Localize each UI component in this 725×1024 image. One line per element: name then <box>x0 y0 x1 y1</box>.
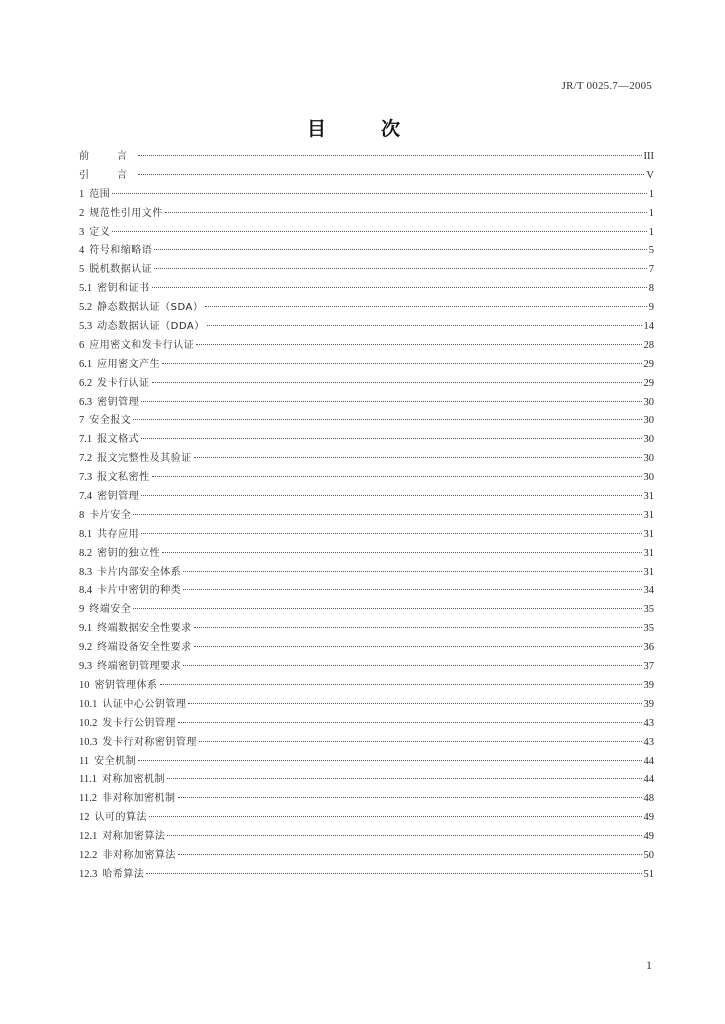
toc-entry <box>79 318 654 337</box>
toc-entry-page: 1 <box>648 207 654 219</box>
toc-entry-page: 44 <box>643 755 654 767</box>
toc-entry <box>79 469 654 488</box>
toc-dot-leader <box>196 344 641 345</box>
toc-entry-page: 30 <box>643 434 654 446</box>
toc-entry-page: 31 <box>643 566 654 578</box>
toc-entry-page: 1 <box>648 226 654 238</box>
toc-entry <box>79 261 654 280</box>
toc-entry-page: 9 <box>648 302 654 314</box>
toc-entry-number: 12.1 <box>79 831 98 843</box>
toc-dot-leader <box>183 571 641 572</box>
toc-entry-page: 37 <box>643 661 654 673</box>
toc-entry-page: 31 <box>643 509 654 521</box>
toc-entry-number: 8.3 <box>79 566 93 578</box>
toc-entry-number: 3 <box>79 226 85 238</box>
toc-entry-label: 共存应用 <box>97 528 140 540</box>
toc-entry-page: 48 <box>643 793 654 805</box>
toc-entry-number: 9 <box>79 604 85 616</box>
toc-dot-leader <box>146 873 641 874</box>
toc-entry-number: 5.2 <box>79 302 93 314</box>
toc-entry <box>79 526 654 545</box>
toc-entry-page: 35 <box>643 623 654 635</box>
toc-entry <box>79 450 654 469</box>
toc-entry-label: 报文格式 <box>97 434 140 446</box>
toc-entry-page: 50 <box>643 849 654 861</box>
toc-entry-number: 12 <box>79 812 90 824</box>
toc-entry-page: 39 <box>643 698 654 710</box>
toc-entry <box>79 299 654 318</box>
toc-entry-page: 29 <box>643 358 654 370</box>
toc-dot-leader <box>162 363 641 364</box>
toc-entry-number: 11.2 <box>79 793 97 805</box>
toc-entry-label: 卡片内部安全体系 <box>97 566 182 578</box>
toc-entry-label: 符号和缩略语 <box>89 245 153 257</box>
toc-dot-leader <box>154 268 647 269</box>
toc-entry-page: 30 <box>643 415 654 427</box>
toc-entry-label: 密钥的独立性 <box>97 547 161 559</box>
toc-dot-leader <box>138 155 642 156</box>
toc-entry-label: 卡片中密钥的种类 <box>97 585 182 597</box>
toc-entry <box>79 866 654 885</box>
toc-entry-label: 静态数据认证（SDA） <box>97 302 204 314</box>
toc-entry <box>79 337 654 356</box>
toc-entry-page: 31 <box>643 491 654 503</box>
toc-dot-leader <box>152 476 642 477</box>
toc-entry-number: 8.1 <box>79 528 93 540</box>
toc-entry-page: 36 <box>643 642 654 654</box>
toc-dot-leader <box>188 703 641 704</box>
toc-entry-page: 31 <box>643 528 654 540</box>
toc-entry-label: 应用密文和发卡行认证 <box>89 339 195 351</box>
toc-entry-label: 前 言 <box>79 151 136 162</box>
toc-entry-number: 6 <box>79 339 85 351</box>
toc-entry <box>79 734 654 753</box>
toc-dot-leader <box>207 325 642 326</box>
toc-entry-label: 对称加密机制 <box>102 774 165 786</box>
toc-entry <box>79 507 654 526</box>
toc-dot-leader <box>183 665 641 666</box>
toc-entry <box>79 620 654 639</box>
toc-entry-label: 脱机数据认证 <box>89 264 153 276</box>
toc-dot-leader <box>112 231 647 232</box>
toc-entry <box>79 696 654 715</box>
toc-dot-leader <box>149 816 642 817</box>
toc-entry <box>79 224 654 243</box>
toc-entry <box>79 545 654 564</box>
toc-entry-label: 哈希算法 <box>102 868 145 880</box>
toc-entry <box>79 148 654 167</box>
toc-entry-label: 报文私密性 <box>97 472 150 484</box>
toc-entry <box>79 582 654 601</box>
toc-entry-page: 39 <box>643 679 654 691</box>
toc-entry-label: 终端数据安全性要求 <box>97 623 192 635</box>
toc-entry-page: 8 <box>648 283 654 295</box>
toc-entry-page: 51 <box>643 868 654 880</box>
toc-entry <box>79 715 654 734</box>
toc-entry <box>79 431 654 450</box>
toc-entry-number: 12.3 <box>79 868 98 880</box>
toc-entry-number: 5.3 <box>79 321 93 333</box>
toc-entry-number: 8.4 <box>79 585 93 597</box>
toc-dot-leader <box>167 778 642 779</box>
toc-dot-leader <box>133 514 641 515</box>
toc-entry-page: III <box>643 151 654 162</box>
table-of-contents <box>79 148 654 885</box>
toc-entry-label: 终端设备安全性要求 <box>97 642 192 654</box>
toc-entry-page: V <box>646 169 654 181</box>
toc-dot-leader <box>141 401 641 402</box>
toc-entry <box>79 771 654 790</box>
toc-entry <box>79 205 654 224</box>
toc-entry-label: 报文完整性及其验证 <box>97 453 192 465</box>
toc-entry-number: 8.2 <box>79 547 93 559</box>
toc-entry-page: 30 <box>643 472 654 484</box>
toc-dot-leader <box>162 552 641 553</box>
document-code: JR/T 0025.7—2005 <box>561 80 652 92</box>
toc-entry <box>79 242 654 261</box>
toc-dot-leader <box>178 797 642 798</box>
toc-entry-page: 31 <box>643 547 654 559</box>
toc-entry <box>79 564 654 583</box>
toc-entry <box>79 809 654 828</box>
toc-entry <box>79 677 654 696</box>
toc-entry-label: 引 言 <box>79 169 136 181</box>
toc-entry-number: 9.3 <box>79 661 93 673</box>
toc-dot-leader <box>160 684 642 685</box>
toc-entry-number: 11.1 <box>79 774 97 786</box>
toc-entry-label: 对称加密算法 <box>102 831 166 843</box>
toc-entry-number: 7.3 <box>79 472 93 484</box>
toc-entry-number: 4 <box>79 245 85 257</box>
toc-entry-page: 7 <box>648 264 654 276</box>
toc-entry-number: 10.1 <box>79 698 98 710</box>
toc-entry-label: 密钥和证书 <box>97 283 150 295</box>
toc-entry-number: 9.1 <box>79 623 93 635</box>
toc-entry <box>79 280 654 299</box>
toc-entry-label: 密钥管理体系 <box>94 679 158 691</box>
toc-entry-label: 定义 <box>89 226 111 238</box>
toc-dot-leader <box>138 174 644 175</box>
toc-entry-label: 密钥管理 <box>97 396 140 408</box>
toc-dot-leader <box>205 306 646 307</box>
toc-entry-label: 规范性引用文件 <box>89 207 163 219</box>
toc-entry-number: 7.2 <box>79 453 93 465</box>
toc-entry <box>79 356 654 375</box>
toc-entry-number: 7.4 <box>79 491 93 503</box>
toc-entry <box>79 658 654 677</box>
toc-entry <box>79 394 654 413</box>
toc-entry-number: 1 <box>79 188 85 200</box>
toc-dot-leader <box>165 212 647 213</box>
toc-entry-page: 30 <box>643 453 654 465</box>
toc-entry <box>79 412 654 431</box>
toc-entry-number: 6.2 <box>79 377 93 389</box>
toc-entry-page: 1 <box>648 188 654 200</box>
toc-entry-page: 30 <box>643 396 654 408</box>
toc-dot-leader <box>194 457 642 458</box>
toc-entry-label: 发卡行对称密钥管理 <box>102 736 197 748</box>
toc-entry-label: 密钥管理 <box>97 491 140 503</box>
toc-dot-leader <box>167 835 641 836</box>
toc-dot-leader <box>133 419 641 420</box>
toc-entry-label: 认可的算法 <box>94 812 147 824</box>
toc-title: 目 次 <box>306 118 418 140</box>
toc-entry-label: 终端密钥管理要求 <box>97 661 182 673</box>
toc-entry-label: 应用密文产生 <box>97 358 161 370</box>
toc-entry-label: 安全机制 <box>94 755 137 767</box>
toc-dot-leader <box>154 249 647 250</box>
toc-entry-label: 非对称加密算法 <box>102 849 176 861</box>
toc-dot-leader <box>178 854 642 855</box>
toc-entry <box>79 375 654 394</box>
toc-entry-page: 49 <box>643 831 654 843</box>
toc-entry-number: 11 <box>79 755 90 767</box>
toc-entry-number: 12.2 <box>79 849 98 861</box>
toc-entry-number: 8 <box>79 509 85 521</box>
toc-entry-page: 49 <box>643 812 654 824</box>
toc-entry <box>79 639 654 658</box>
toc-entry <box>79 847 654 866</box>
toc-entry-label: 发卡行公钥管理 <box>102 717 176 729</box>
toc-entry-label: 非对称加密机制 <box>102 793 176 805</box>
toc-entry-page: 14 <box>643 321 654 333</box>
toc-entry-page: 5 <box>648 245 654 257</box>
toc-entry <box>79 753 654 772</box>
toc-entry-number: 6.3 <box>79 396 93 408</box>
toc-dot-leader <box>112 193 647 194</box>
toc-entry-page: 29 <box>643 377 654 389</box>
toc-entry-page: 43 <box>643 717 654 729</box>
toc-entry-page: 43 <box>643 736 654 748</box>
toc-entry-number: 7 <box>79 415 85 427</box>
toc-entry-page: 35 <box>643 604 654 616</box>
page-number: 1 <box>646 958 652 972</box>
toc-dot-leader <box>194 627 642 628</box>
toc-entry-label: 认证中心公钥管理 <box>102 698 187 710</box>
toc-entry-label: 终端安全 <box>89 604 132 616</box>
toc-dot-leader <box>141 495 641 496</box>
toc-dot-leader <box>199 741 642 742</box>
toc-entry-number: 5.1 <box>79 283 93 295</box>
toc-dot-leader <box>138 760 641 761</box>
toc-entry-label: 动态数据认证（DDA） <box>97 321 205 333</box>
toc-entry-label: 安全报文 <box>89 415 132 427</box>
toc-entry-number: 10 <box>79 679 90 691</box>
toc-entry-number: 2 <box>79 207 85 219</box>
toc-entry-label: 卡片安全 <box>89 509 132 521</box>
toc-entry <box>79 790 654 809</box>
toc-dot-leader <box>141 438 641 439</box>
toc-dot-leader <box>178 722 642 723</box>
toc-entry-label: 发卡行认证 <box>97 377 150 389</box>
toc-entry-page: 44 <box>643 774 654 786</box>
toc-entry-page: 28 <box>643 339 654 351</box>
toc-dot-leader <box>133 608 641 609</box>
toc-entry-number: 10.3 <box>79 736 98 748</box>
toc-entry-number: 10.2 <box>79 717 98 729</box>
toc-entry-number: 9.2 <box>79 642 93 654</box>
toc-entry-page: 34 <box>643 585 654 597</box>
toc-entry <box>79 601 654 620</box>
toc-entry-number: 5 <box>79 264 85 276</box>
toc-entry <box>79 828 654 847</box>
toc-entry-label: 范围 <box>89 188 111 200</box>
toc-entry <box>79 167 654 186</box>
toc-dot-leader <box>141 533 641 534</box>
toc-entry-number: 6.1 <box>79 358 93 370</box>
toc-entry-number: 7.1 <box>79 434 93 446</box>
toc-dot-leader <box>152 287 647 288</box>
toc-entry <box>79 488 654 507</box>
toc-entry <box>79 186 654 205</box>
toc-dot-leader <box>152 382 642 383</box>
toc-dot-leader <box>183 589 641 590</box>
toc-dot-leader <box>194 646 642 647</box>
